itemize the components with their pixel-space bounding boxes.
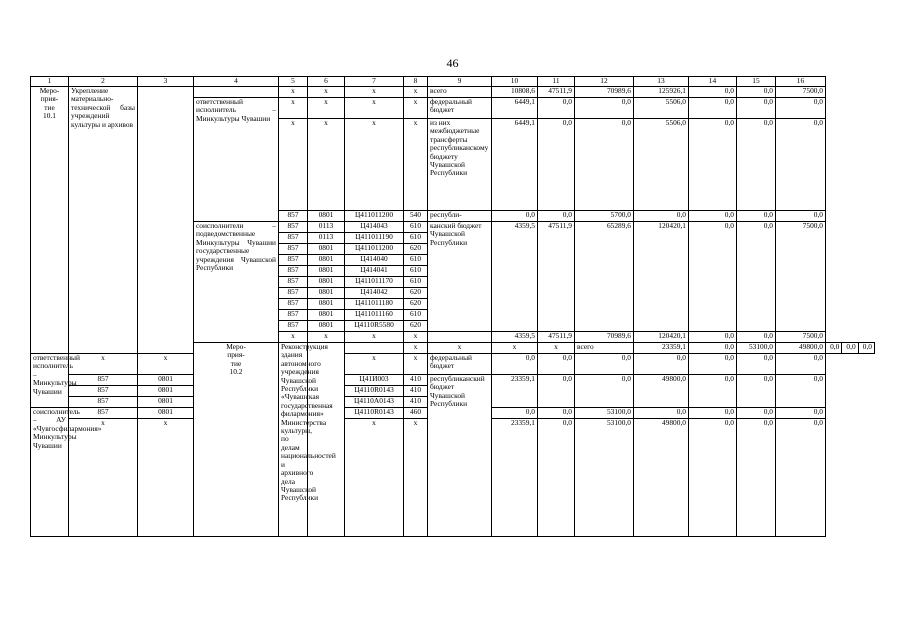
code-cell: 857	[279, 288, 308, 299]
value-cell: 10808,6	[492, 87, 538, 98]
code-cell: 620	[404, 288, 428, 299]
empty-cell	[428, 332, 492, 343]
code-cell: Ц414041	[345, 266, 404, 277]
value-cell: 0,0	[737, 87, 776, 98]
value-cell: 53100,0	[575, 408, 634, 419]
value-cell: 0,0	[689, 222, 737, 332]
value-cell: 23359,1	[634, 343, 689, 354]
value-cell: 6449,1	[492, 98, 538, 119]
code-cell: х	[308, 332, 345, 343]
source-label: канский бюджет Чувашской Республики	[428, 222, 492, 332]
code-cell: Ц4110А0143	[345, 397, 404, 408]
code-cell: 0801	[138, 386, 194, 397]
code-cell: 610	[404, 277, 428, 288]
table-row	[31, 375, 875, 386]
code-cell: Ц411011170	[345, 277, 404, 288]
column-header: 3	[138, 77, 194, 87]
empty-cell	[345, 343, 404, 354]
column-header: 10	[492, 77, 538, 87]
code-cell: 857	[279, 244, 308, 255]
value-cell: 0,0	[492, 354, 538, 375]
code-cell: 0113	[308, 222, 345, 233]
code-cell: Ц414043	[345, 222, 404, 233]
code-cell: х	[404, 343, 428, 354]
value-cell: 120420,1	[634, 332, 689, 343]
page-number: 46	[446, 56, 459, 70]
value-cell: 0,0	[538, 211, 575, 222]
measure-description: Реконструкция здания автономного учреждения Чувашской Республики «Чувашская государственная филармония» Министерства культуры, по делам национальностей и архивного дела Чувашской Республики	[279, 343, 308, 537]
code-cell: 857	[279, 321, 308, 332]
value-cell: 0,0	[737, 98, 776, 119]
value-cell: 0,0	[737, 332, 776, 343]
value-cell: 47511,9	[538, 87, 575, 98]
value-cell: 0,0	[538, 419, 575, 537]
code-cell: 0801	[138, 397, 194, 408]
code-cell: х	[345, 119, 404, 211]
code-cell: х	[345, 87, 404, 98]
value-cell: 5506,0	[634, 119, 689, 211]
code-cell: 0801	[138, 408, 194, 419]
budget-table	[30, 76, 875, 537]
code-cell: х	[404, 419, 428, 537]
column-header: 7	[345, 77, 404, 87]
code-cell: 0801	[308, 211, 345, 222]
value-cell: 0,0	[689, 98, 737, 119]
value-cell: 47511,9	[538, 332, 575, 343]
code-cell: х	[279, 98, 308, 119]
code-cell: Ц411011160	[345, 310, 404, 321]
value-cell: 49800,0	[776, 343, 826, 354]
value-cell: 125926,1	[634, 87, 689, 98]
value-cell: 0,0	[737, 119, 776, 211]
value-cell: 23359,1	[492, 375, 538, 408]
value-cell: 0,0	[737, 222, 776, 332]
code-cell: Ц411011190	[345, 233, 404, 244]
code-cell: х	[428, 343, 492, 354]
value-cell: 7500,0	[776, 87, 826, 98]
code-cell: х	[404, 87, 428, 98]
value-cell: 70989,6	[575, 332, 634, 343]
value-cell: 0,0	[538, 375, 575, 408]
value-cell: 0,0	[689, 343, 737, 354]
code-cell: х	[138, 419, 194, 537]
code-cell: Ц4110R0143	[345, 386, 404, 397]
value-cell: 0,0	[689, 87, 737, 98]
code-cell: х	[345, 98, 404, 119]
code-cell: Ц411011200	[345, 211, 404, 222]
source-label: всего	[428, 87, 492, 98]
value-cell: 0,0	[689, 375, 737, 408]
value-cell: 0,0	[737, 408, 776, 419]
code-cell: Ц4110R5580	[345, 321, 404, 332]
code-cell: 0801	[308, 310, 345, 321]
value-cell: 0,0	[776, 98, 826, 119]
code-cell: х	[345, 332, 404, 343]
value-cell: 70989,6	[575, 87, 634, 98]
value-cell: 47511,9	[538, 222, 575, 332]
column-header: 12	[575, 77, 634, 87]
code-cell: 610	[404, 310, 428, 321]
source-label: всего	[575, 343, 634, 354]
code-cell: 610	[404, 233, 428, 244]
code-cell: х	[279, 332, 308, 343]
code-cell: 0801	[308, 277, 345, 288]
column-header: 11	[538, 77, 575, 87]
source-label: федеральный бюджет	[428, 354, 492, 375]
value-cell: 0,0	[689, 419, 737, 537]
code-cell: 540	[404, 211, 428, 222]
source-label: федеральный бюджет	[428, 98, 492, 119]
code-cell: х	[308, 87, 345, 98]
code-cell: 857	[279, 222, 308, 233]
code-cell: х	[345, 419, 404, 537]
code-cell: 410	[404, 375, 428, 386]
code-cell: х	[69, 354, 138, 375]
code-cell: 0801	[138, 375, 194, 386]
empty-cell	[194, 87, 279, 98]
code-cell: х	[69, 419, 138, 537]
empty-cell	[138, 87, 194, 354]
measure-description: Укрепление материально-технической базы учреждений культуры и архивов	[69, 87, 138, 354]
source-label: республи-	[428, 211, 492, 222]
value-cell: 23359,1	[492, 419, 538, 537]
value-cell: 6449,1	[492, 119, 538, 211]
column-header: 13	[634, 77, 689, 87]
column-header: 14	[689, 77, 737, 87]
code-cell: х	[404, 119, 428, 211]
code-cell: 0801	[308, 288, 345, 299]
header-row	[31, 77, 875, 87]
value-cell: 53100,0	[737, 343, 776, 354]
code-cell: Ц41И003	[345, 375, 404, 386]
table-row	[31, 354, 875, 375]
code-cell: 410	[404, 397, 428, 408]
value-cell: 0,0	[689, 354, 737, 375]
value-cell: 49800,0	[634, 375, 689, 408]
value-cell: 0,0	[575, 375, 634, 408]
code-cell: 857	[279, 310, 308, 321]
value-cell: 0,0	[689, 211, 737, 222]
value-cell: 0,0	[858, 343, 874, 354]
code-cell: х	[279, 119, 308, 211]
code-cell: х	[308, 98, 345, 119]
value-cell: 0,0	[634, 354, 689, 375]
value-cell: 0,0	[538, 98, 575, 119]
column-header: 2	[69, 77, 138, 87]
code-cell: 0801	[308, 266, 345, 277]
column-header: 6	[308, 77, 345, 87]
code-cell: х	[492, 343, 538, 354]
code-cell: Ц414042	[345, 288, 404, 299]
column-header: 16	[776, 77, 826, 87]
code-cell: 857	[69, 408, 138, 419]
source-label: из них межбюджетные трансферты республиканскому бюджету Чувашской Республики	[428, 119, 492, 211]
code-cell: 0801	[308, 244, 345, 255]
value-cell: 53100,0	[575, 419, 634, 537]
value-cell: 0,0	[737, 354, 776, 375]
code-cell: 620	[404, 299, 428, 310]
value-cell: 0,0	[776, 119, 826, 211]
code-cell: 620	[404, 244, 428, 255]
column-header: 5	[279, 77, 308, 87]
code-cell: 610	[404, 255, 428, 266]
code-cell: 857	[279, 266, 308, 277]
value-cell: 0,0	[575, 119, 634, 211]
code-cell: 0801	[308, 255, 345, 266]
measure-number: Меро- прия- тие 10.2	[194, 343, 279, 537]
value-cell: 0,0	[826, 343, 842, 354]
code-cell: 857	[279, 277, 308, 288]
value-cell: 0,0	[776, 354, 826, 375]
value-cell: 0,0	[689, 332, 737, 343]
code-cell: Ц4110R0143	[345, 408, 404, 419]
column-header: 4	[194, 77, 279, 87]
code-cell: х	[308, 119, 345, 211]
value-cell: 0,0	[575, 354, 634, 375]
value-cell: 0,0	[776, 408, 826, 419]
value-cell: 4359,5	[492, 332, 538, 343]
value-cell: 0,0	[776, 211, 826, 222]
code-cell: 857	[279, 211, 308, 222]
value-cell: 0,0	[689, 119, 737, 211]
column-header: 1	[31, 77, 69, 87]
code-cell: х	[538, 343, 575, 354]
table-row	[31, 87, 875, 98]
value-cell: 0,0	[737, 211, 776, 222]
value-cell: 0,0	[538, 354, 575, 375]
value-cell: 0,0	[776, 375, 826, 408]
code-cell: х	[138, 354, 194, 375]
value-cell: 0,0	[492, 408, 538, 419]
code-cell: 620	[404, 321, 428, 332]
code-cell: 460	[404, 408, 428, 419]
value-cell: 0,0	[776, 419, 826, 537]
code-cell: 857	[279, 233, 308, 244]
value-cell: 0,0	[737, 375, 776, 408]
value-cell: 0,0	[538, 408, 575, 419]
code-cell: Ц414040	[345, 255, 404, 266]
value-cell: 0,0	[492, 211, 538, 222]
code-cell: х	[279, 87, 308, 98]
code-cell: 0801	[308, 321, 345, 332]
code-cell: Ц411011180	[345, 299, 404, 310]
responsible-executor: ответственный исполнитель – Минкультуры Чувашии	[194, 98, 279, 222]
code-cell: Ц411011200	[345, 244, 404, 255]
value-cell: 4359,5	[492, 222, 538, 332]
value-cell: 0,0	[634, 408, 689, 419]
value-cell: 5700,0	[575, 211, 634, 222]
code-cell: х	[404, 98, 428, 119]
code-cell: 610	[404, 222, 428, 233]
column-header: 8	[404, 77, 428, 87]
code-cell: х	[404, 354, 428, 375]
code-cell: 857	[279, 299, 308, 310]
code-cell: 0801	[308, 299, 345, 310]
value-cell: 0,0	[689, 408, 737, 419]
co-executor: соисполнитель – АУ «Чувгосфилармония» Минкультуры Чувашии	[31, 408, 69, 537]
responsible-executor: ответственный исполнитель – Минкультуры Чувашии	[31, 354, 69, 408]
code-cell: 857	[69, 386, 138, 397]
value-cell: 7500,0	[776, 222, 826, 332]
column-header: 9	[428, 77, 492, 87]
code-cell: 410	[404, 386, 428, 397]
value-cell: 7500,0	[776, 332, 826, 343]
code-cell: х	[404, 332, 428, 343]
column-header: 15	[737, 77, 776, 87]
code-cell: 857	[69, 397, 138, 408]
value-cell: 0,0	[634, 211, 689, 222]
measure-number: Меро- прия- тие 10.1	[31, 87, 69, 354]
co-executor: соисполнители – подведомственные Минкультуры Чувашии государственные учреждения Чувашской Республики	[194, 222, 279, 343]
code-cell: 857	[69, 375, 138, 386]
value-cell: 0,0	[842, 343, 858, 354]
code-cell: 0113	[308, 233, 345, 244]
source-label: республиканский бюджет Чувашской Республики	[428, 375, 492, 537]
value-cell: 5506,0	[634, 98, 689, 119]
value-cell: 0,0	[575, 98, 634, 119]
code-cell: 610	[404, 266, 428, 277]
value-cell: 0,0	[538, 119, 575, 211]
value-cell: 65289,6	[575, 222, 634, 332]
value-cell: 120420,1	[634, 222, 689, 332]
code-cell: х	[345, 354, 404, 375]
value-cell: 49800,0	[634, 419, 689, 537]
value-cell: 0,0	[737, 419, 776, 537]
code-cell: 857	[279, 255, 308, 266]
